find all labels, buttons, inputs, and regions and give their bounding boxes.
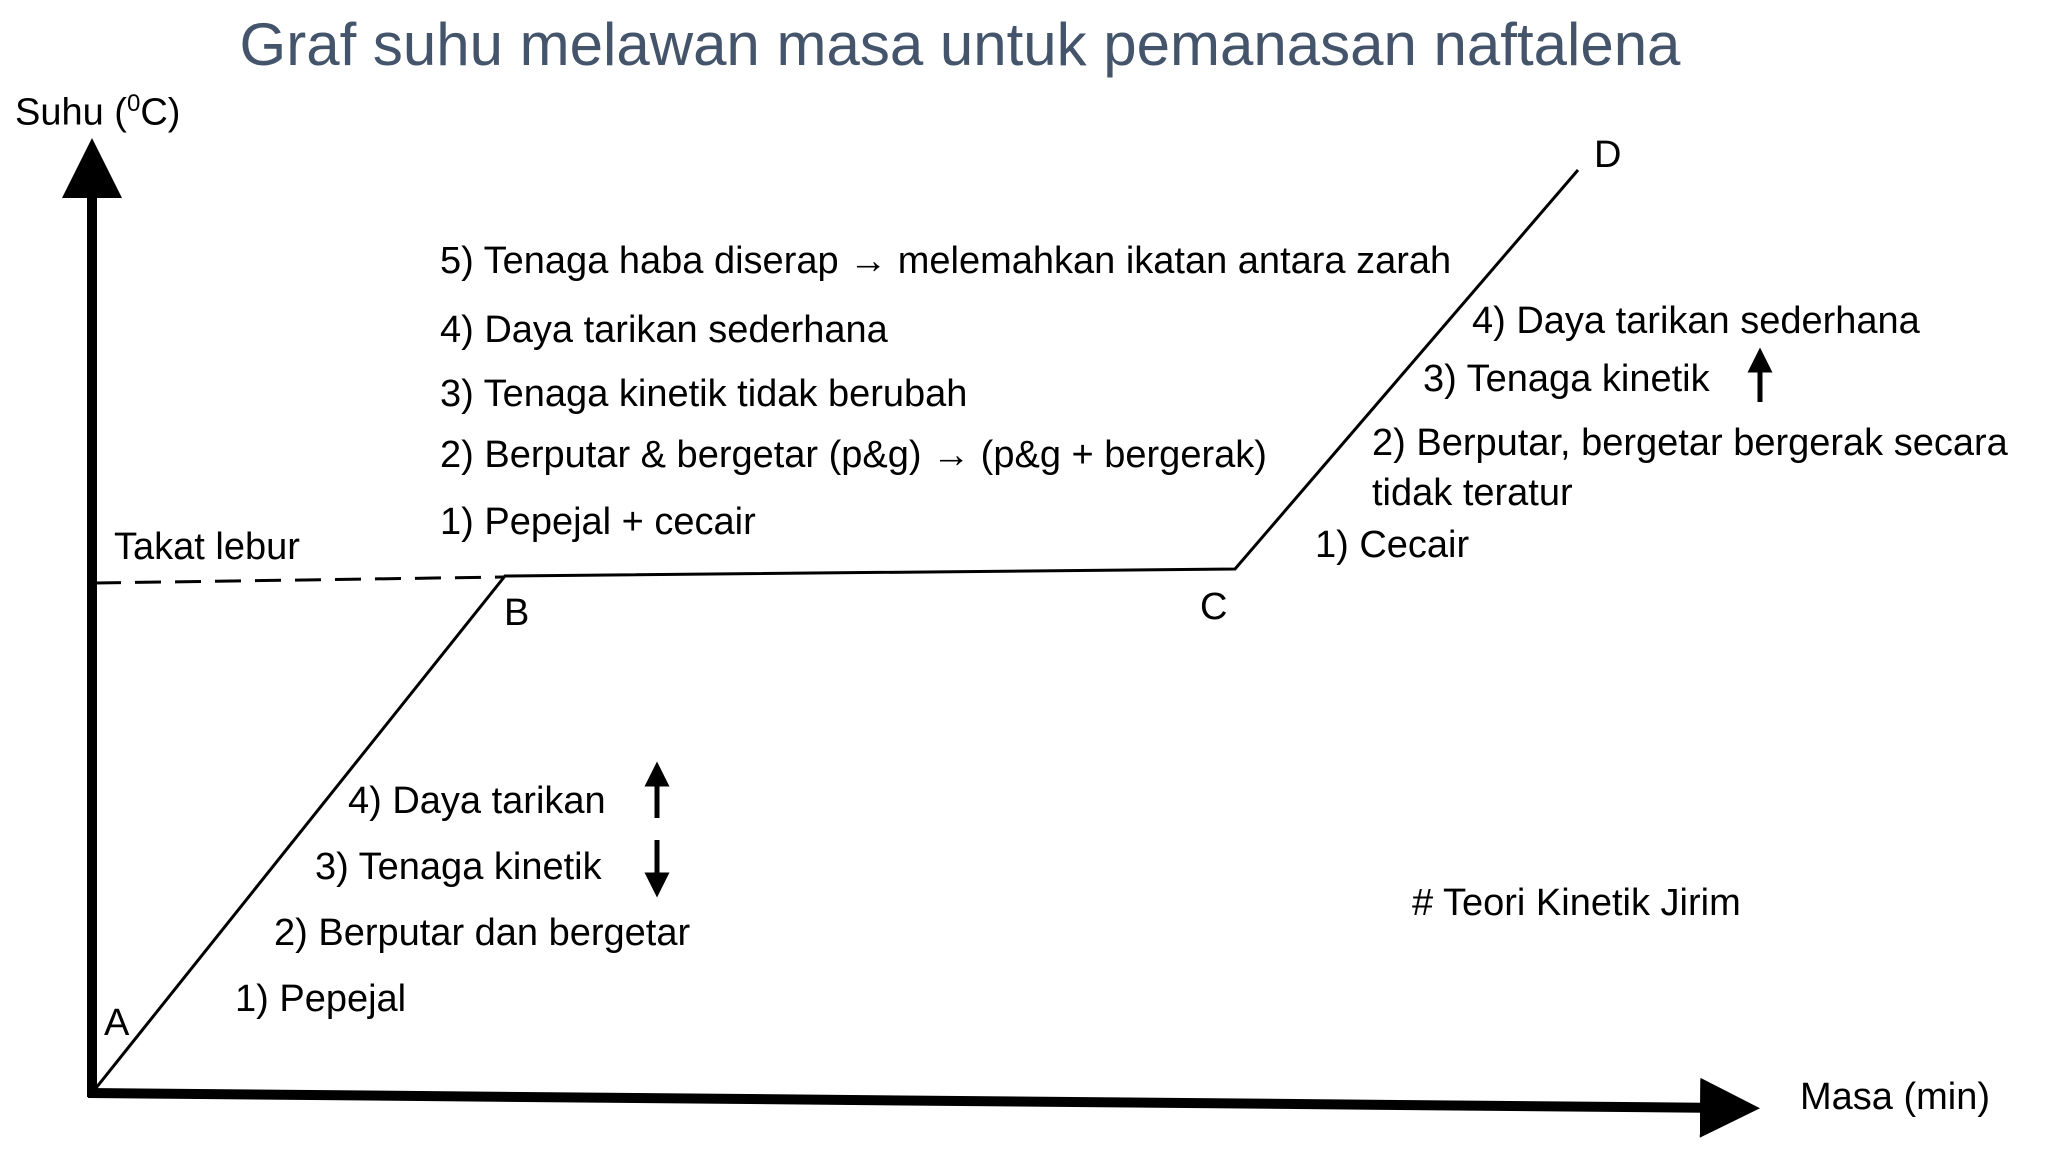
point-d-label: D (1594, 134, 1622, 176)
segment-bc-item: 2) Berputar & bergetar (p&g) → (p&g + bergerak) (440, 434, 1267, 476)
segment-bc-item: 5) Tenaga haba diserap → melemahkan ikatan antara zarah (440, 240, 1452, 282)
theory-note: # Teori Kinetik Jirim (1412, 882, 1741, 924)
segment-ab-item: 3) Tenaga kinetik (315, 846, 602, 888)
y-axis-label-superscript: 0 (126, 90, 141, 117)
segment-cd-item: 4) Daya tarikan sederhana (1472, 300, 1920, 342)
x-axis-label: Masa (min) (1800, 1076, 1991, 1118)
segment-bc-item: 4) Daya tarikan sederhana (440, 309, 888, 351)
segment-ab-item: 1) Pepejal (235, 978, 407, 1020)
segment-bc-item: 1) Pepejal + cecair (440, 501, 756, 543)
point-b-label: B (504, 592, 530, 634)
melting-point-label: Takat lebur (114, 526, 300, 568)
segment-cd-item: 2) Berputar, bergetar bergerak secara (1372, 422, 2008, 464)
y-axis-label (15, 92, 180, 132)
slide-title: Graf suhu melawan masa untuk pemanasan naftalena (239, 11, 1681, 78)
y-axis-label-text: Suhu ( (15, 91, 127, 134)
y-axis-label-unit: C) (140, 91, 181, 134)
segment-ab-item: 2) Berputar dan bergetar (274, 912, 691, 954)
segment-cd-item: 1) Cecair (1315, 524, 1470, 566)
point-a-label: A (104, 1002, 130, 1044)
point-c-label: C (1200, 586, 1228, 628)
melting-point-dashed-line (95, 577, 505, 583)
segment-bc-item: 3) Tenaga kinetik tidak berubah (440, 373, 968, 415)
segment-ab-item: 4) Daya tarikan (348, 780, 606, 822)
segment-cd-item: 3) Tenaga kinetik (1423, 358, 1710, 400)
x-axis (88, 1093, 1730, 1108)
segment-cd-item: tidak teratur (1372, 472, 1573, 514)
